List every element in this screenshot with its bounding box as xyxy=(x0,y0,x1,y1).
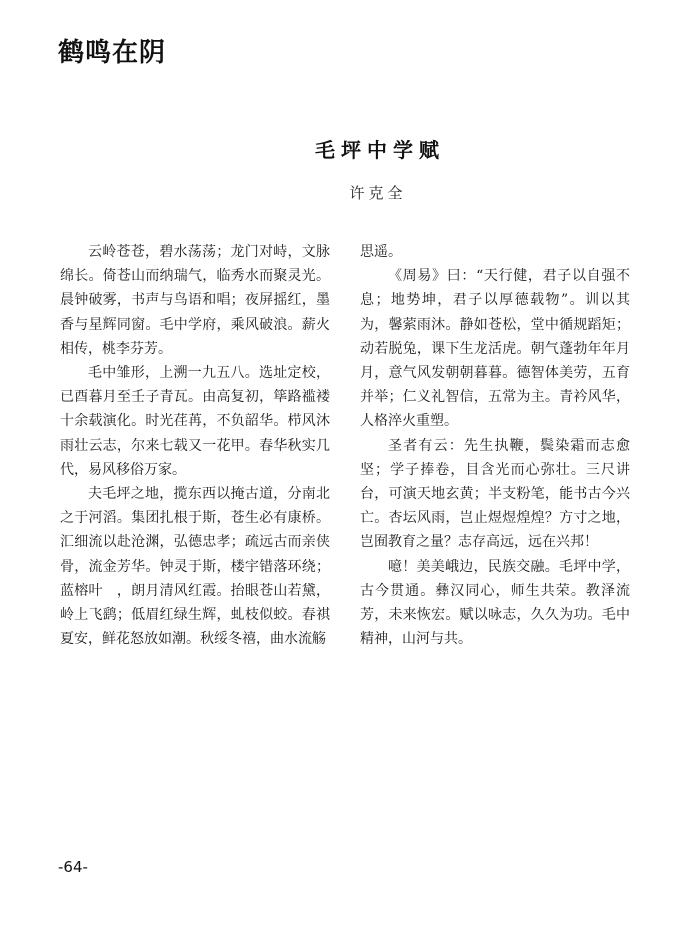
paragraph: 云岭苍苍，碧水荡荡；龙门对峙，文脉绵长。倚苍山而纳瑞气，临秀水而聚灵光。晨钟破雾，书声与鸟语和唱；夜屏摇红，墨香与星辉同窗。毛中学府，乘风破浪。薪火相传，桃李芬芳。 xyxy=(60,244,330,357)
article-author: 许克全 xyxy=(349,184,407,202)
paragraph: 圣者有云：先生执鞭，鬓染霜而志愈坚；学子捧卷，目含光而心弥壮。三尺讲台，可演天地玄黄；半支粉笔，能书古今兴亡。杏坛风雨，岂止煜煜煌煌？方寸之地，岂囿教育之量？志存高远，远在兴邦！ xyxy=(360,437,630,551)
paragraph: 噫！美美峨边，民族交融。毛坪中学，古今贯通。彝汉同心，师生共荣。教泽流芳，未来恢宏。赋以咏志，久久为功。毛中精神，山河与共。 xyxy=(360,558,630,648)
section-header: 鹤鸣在阴 xyxy=(58,38,167,68)
page-number: -64- xyxy=(58,858,88,876)
right-column xyxy=(360,240,630,651)
left-column xyxy=(60,240,330,651)
paragraph: 夫毛坪之地，揽东西以掩古道，分南北之于河滔。集团扎根于斯，苍生必有康桥。汇细流以赴沧渊，弘德忠孝；疏远古而亲侠骨，流金芳华。钟灵于斯，楼宇错落环绕；蓝榕叶 ，朗月清风红霞。抬眼苍山若黛，岭上飞鹞；低眉红绿生辉，虬枝似蛟。春祺夏安，鲜花怒放如潮。秋绥冬禧，曲水流觞 xyxy=(60,486,330,648)
paragraph-continuation: 思遥。 xyxy=(360,244,402,260)
article-title: 毛坪中学赋 xyxy=(315,138,445,162)
paragraph: 毛中雏形，上溯一九五八。选址定校，已酉暮月至壬子青瓦。由高复初，筚路褴褛十余载演化。时光荏苒，不负韶华。栉风沐雨壮云志，尔来七载又一花甲。春华秋实几代，易风移俗万家。 xyxy=(60,365,330,478)
paragraph: 《周易》曰：“天行健，君子以自强不息；地势坤，君子以厚德载物”。训以其为，馨萦雨沐。静如苍松，堂中循规蹈矩；动若脱兔，课下生龙活虎。朝气蓬勃年年月月，意气风发朝朝暮暮。德智体美劳，五育并举；仁义礼智信，五常为主。青衿风华，人格淬火重塑。 xyxy=(360,268,630,430)
